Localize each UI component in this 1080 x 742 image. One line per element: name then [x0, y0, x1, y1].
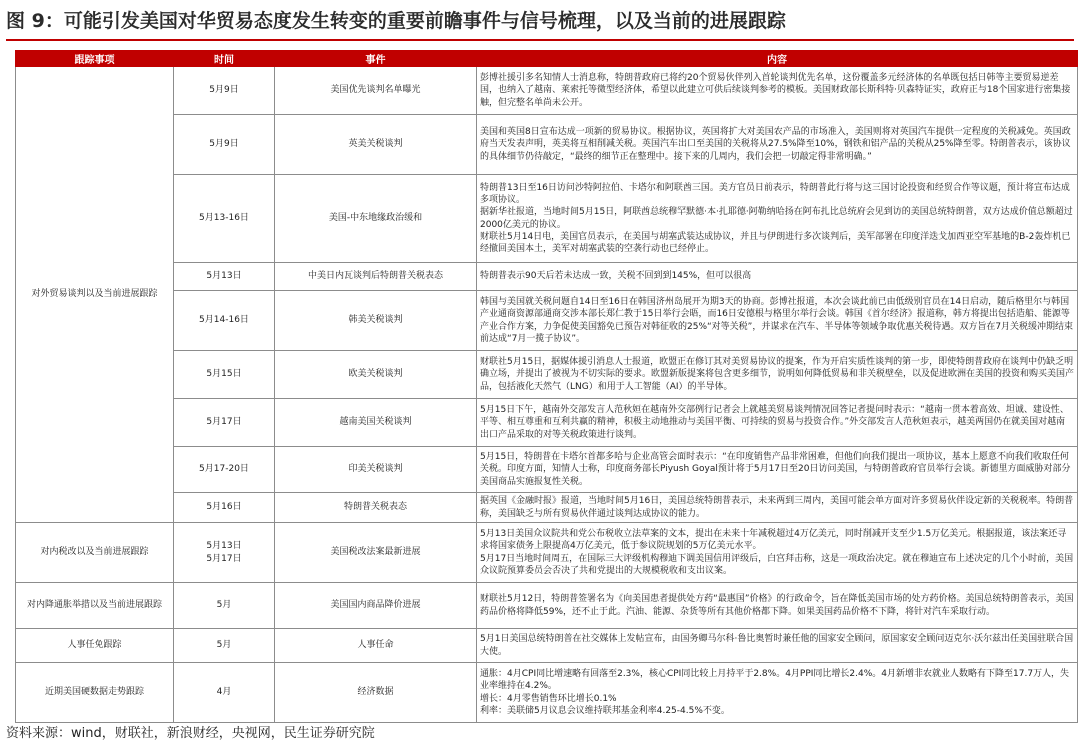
content-line: 5月15日，特朗普在卡塔尔首都多哈与企业高管会面时表示：“在印度销售产品非常困难，但他们向我们提出一项协议，基本上愿意不向我们收取任何关税。印度方面，知情人士称，印度商务部长Piyush Goyal预计将于5月17日至20日访问美国，与特朗普政府官员举行会谈。新德里方面威胁对部分美国商品实施报复性关税。 [480, 452, 1071, 487]
content-line: 5月17日当地时间周五，在国际三大评级机构穆迪下调美国信用评级后，白宫拜击称，这是一项政治决定。就在穆迪宣布上述决定的几个小时前，美国众议院预算委员会否决了共和党提出的大规模税收和支出议案。 [480, 553, 1074, 576]
table-row [16, 629, 1078, 663]
table-row [16, 291, 1078, 351]
content-cell [477, 493, 1078, 523]
content-cell [477, 399, 1078, 447]
event-cell: 越南美国关税谈判 [275, 399, 477, 447]
time-cell [174, 523, 275, 583]
time-cell: 5月17-20日 [174, 447, 275, 493]
content-cell [477, 351, 1078, 399]
time-cell: 5月13日 [174, 263, 275, 291]
time-cell: 5月15日 [174, 351, 275, 399]
figure-title: 图 9：可能引发美国对华贸易态度发生转变的重要前瞻事件与信号梳理，以及当前的进展跟踪 [6, 10, 786, 32]
header-time: 时间 [174, 51, 275, 67]
title-divider [6, 39, 1074, 41]
content-line: 彭博社援引多名知情人士消息称，特朗普政府已将约20个贸易伙伴列入首轮谈判优先名单，这份覆盖多元经济体的名单既包括日韩等主要贸易逆差国，也纳入了越南、莱索托等微型经济体，希望以此建立可供后续谈判参考的模板。美国财政部长斯科特·贝森特证实，政府正与18个国家进行密集接触，但完整名单尚未公开。 [480, 73, 1071, 108]
content-line: 5月1日美国总统特朗普在社交媒体上发帖宣布，由国务卿马尔科·鲁比奥暂时兼任他的国家安全顾问，原国家安全顾问迈克尔·沃尔兹出任美国驻联合国大使。 [480, 634, 1074, 657]
table-row [16, 583, 1078, 629]
content-line: 财联社5月15日，据媒体援引消息人士报道，欧盟正在修订其对美贸易协议的提案，作为开启实质性谈判的第一步，即使特朗普政府在谈判中仍缺乏明确立场，并提出了被视为不切实际的要求。欧盟新版提案将包含更多细节，说明如何降低贸易和非关税壁垒，以及促进欧洲在美国的投资和购买美国产品，包括液化天然气（LNG）和用于人工智能（AI）的半导体。 [480, 357, 1075, 392]
event-cell: 英美关税谈判 [275, 115, 477, 175]
table-row [16, 663, 1078, 723]
source-note: 资料来源：wind，财联社，新浪财经，央视网，民生证券研究院 [6, 726, 375, 741]
content-line: 增长：4月零售销售环比增长0.1% [480, 693, 617, 704]
event-cell: 美国-中东地缘政治缓和 [275, 175, 477, 263]
event-cell: 欧美关税谈判 [275, 351, 477, 399]
content-line: 特朗普表示90天后若未达成一致，关税不回到到145%，但可以很高 [480, 271, 752, 282]
table-header-row [16, 51, 1078, 67]
event-cell: 特朗普关税表态 [275, 493, 477, 523]
tracking-table [15, 50, 1078, 723]
track-cell: 对内税改以及当前进展跟踪 [16, 523, 174, 583]
header-content: 内容 [477, 51, 1078, 67]
time-cell: 4月 [174, 663, 275, 723]
time-cell: 5月16日 [174, 493, 275, 523]
content-cell [477, 663, 1078, 723]
table-row [16, 447, 1078, 493]
track-cell: 近期美国硬数据走势跟踪 [16, 663, 174, 723]
time-cell: 5月13-16日 [174, 175, 275, 263]
content-line: 美国和英国8日宣布达成一项新的贸易协议。根据协议，英国将扩大对美国农产品的市场准入，美国则将对英国汽车提供一定程度的关税减免。英国政府当天发表声明，英美将互相削减关税。英国汽车出口至美国的关税将从27.5%降至10%，钢铁和铝产品的关税从25%降至零。特朗普表示，该协议的具体细节仍待敲定，“最终的细节正在整理中。接下来的几周内，我们会把一切敲定得非常明确。” [480, 127, 1071, 162]
content-cell [477, 523, 1078, 583]
header-event: 事件 [275, 51, 477, 67]
track-cell: 对内降通胀举措以及当前进展跟踪 [16, 583, 174, 629]
content-line: 利率：美联储5月议息会议维持联邦基金利率4.25-4.5%不变。 [480, 705, 730, 716]
track-cell: 人事任免跟踪 [16, 629, 174, 663]
time-cell: 5月 [174, 583, 275, 629]
content-line: 据新华社报道，当地时间5月15日，阿联酋总统穆罕默德·本·扎耶德·阿勒纳哈扬在阿布扎比总统府会见到访的美国总统特朗普，双方达成价值总额超过2000亿美元的协议。 [480, 207, 1073, 230]
event-cell: 美国优先谈判名单曝光 [275, 67, 477, 115]
content-line: 据英国《金融时报》报道，当地时间5月16日，美国总统特朗普表示，未来两到三周内，美国可能会单方面对许多贸易伙伴设定新的关税税率。特朗普称，美国缺乏与所有贸易伙伴通过谈判达成协议的能力。 [480, 496, 1074, 519]
content-line: 5月13日美国众议院共和党公布税收立法草案的文本，提出在未来十年减税超过4万亿美元，同时削减开支至少1.5万亿美元。根据报道，该法案还寻求将国家债务上限提高4万亿美元，低于参议院规划的5万亿美元水平。 [480, 529, 1067, 552]
event-cell: 美国税改法案最新进展 [275, 523, 477, 583]
header-track: 跟踪事项 [16, 51, 174, 67]
time-cell: 5月 [174, 629, 275, 663]
content-line: 特朗普13日至16日访问沙特阿拉伯、卡塔尔和阿联酋三国。美方官员日前表示，特朗普此行将与这三国讨论投资和经贸合作等议题，预计将宣布达成多项协议。 [480, 182, 1070, 206]
content-cell [477, 263, 1078, 291]
content-cell [477, 629, 1078, 663]
time-cell: 5月9日 [174, 115, 275, 175]
event-cell: 韩美关税谈判 [275, 291, 477, 351]
table-row [16, 115, 1078, 175]
content-line: 通胀：4月CPI同比增速略有回落至2.3%，核心CPI同比较上月持平于2.8%。4月PPI同比增长2.4%。4月新增非农就业人数略有下降至17.7万人，失业率维持在4.2%。 [480, 669, 1070, 692]
content-line: 5月15日下午，越南外交部发言人范秋姮在越南外交部例行记者会上就越美贸易谈判情况回答记者提问时表示：“越南一贯本着高效、坦诚、建设性、平等、相互尊重和互利共赢的精神，积极主动地推动与美国平衡、可持续的贸易与投资合作。”外交部发言人范秋姮表示，越美两国仍在就美国对越南出口产品采取的对等关税政策进行谈判。 [480, 405, 1069, 440]
time-cell: 5月9日 [174, 67, 275, 115]
event-cell: 印美关税谈判 [275, 447, 477, 493]
event-cell: 人事任命 [275, 629, 477, 663]
content-cell [477, 583, 1078, 629]
content-cell [477, 291, 1078, 351]
content-line: 财联社5月14日电，美国官员表示，在美国与胡塞武装达成协议，并且与伊朗进行多次谈判后，美军部署在印度洋迭戈加西亚空军基地的B-2轰炸机已经撤回美国本土，美军对胡塞武装的空袭行动也已经停止。 [480, 231, 1071, 254]
time-cell: 5月17日 [174, 399, 275, 447]
table-row [16, 175, 1078, 263]
time-line: 5月13日 [206, 541, 242, 552]
time-line: 5月17日 [206, 553, 242, 564]
event-cell: 经济数据 [275, 663, 477, 723]
table-row [16, 493, 1078, 523]
content-line: 财联社5月12日，特朗普签署名为《向美国患者提供处方药“最惠国”价格》的行政命令，旨在降低美国市场的处方药价格。美国总统特朗普表示，美国药品价格将降低59%，还不止于此。汽油、能源、杂货等所有其他价格都下降。如果美国药品价格不下降，将针对汽车采取行动。 [480, 594, 1074, 617]
table-row [16, 399, 1078, 447]
event-cell: 中美日内瓦谈判后特朗普关税表态 [275, 263, 477, 291]
content-cell [477, 447, 1078, 493]
table-row [16, 67, 1078, 115]
time-cell: 5月14-16日 [174, 291, 275, 351]
track-cell: 对外贸易谈判以及当前进展跟踪 [16, 67, 174, 523]
content-line: 韩国与美国就关税问题自14日至16日在韩国济州岛展开为期3天的协商。彭博社报道，本次会谈此前已由低级别官员在14日启动，随后格里尔与韩国产业通商资源部通商交涉本部长郑仁教于15日举行会晤，而16日安德根与格里尔举行会谈。韩国《首尔经济》报道称，韩方将提出包括造船、能源等产业合作方案，力争促使美国豁免已预告对韩征收的25%“对等关税”，并谋求在汽车、半导体等领域争取优惠关税待遇。双方旨在7月关税缓冲期结束前达成“7月一揽子协议”。 [480, 297, 1074, 344]
content-cell [477, 175, 1078, 263]
table-row [16, 263, 1078, 291]
event-cell: 美国国内商品降价进展 [275, 583, 477, 629]
content-cell [477, 115, 1078, 175]
table-row [16, 351, 1078, 399]
table-row [16, 523, 1078, 583]
content-cell [477, 67, 1078, 115]
